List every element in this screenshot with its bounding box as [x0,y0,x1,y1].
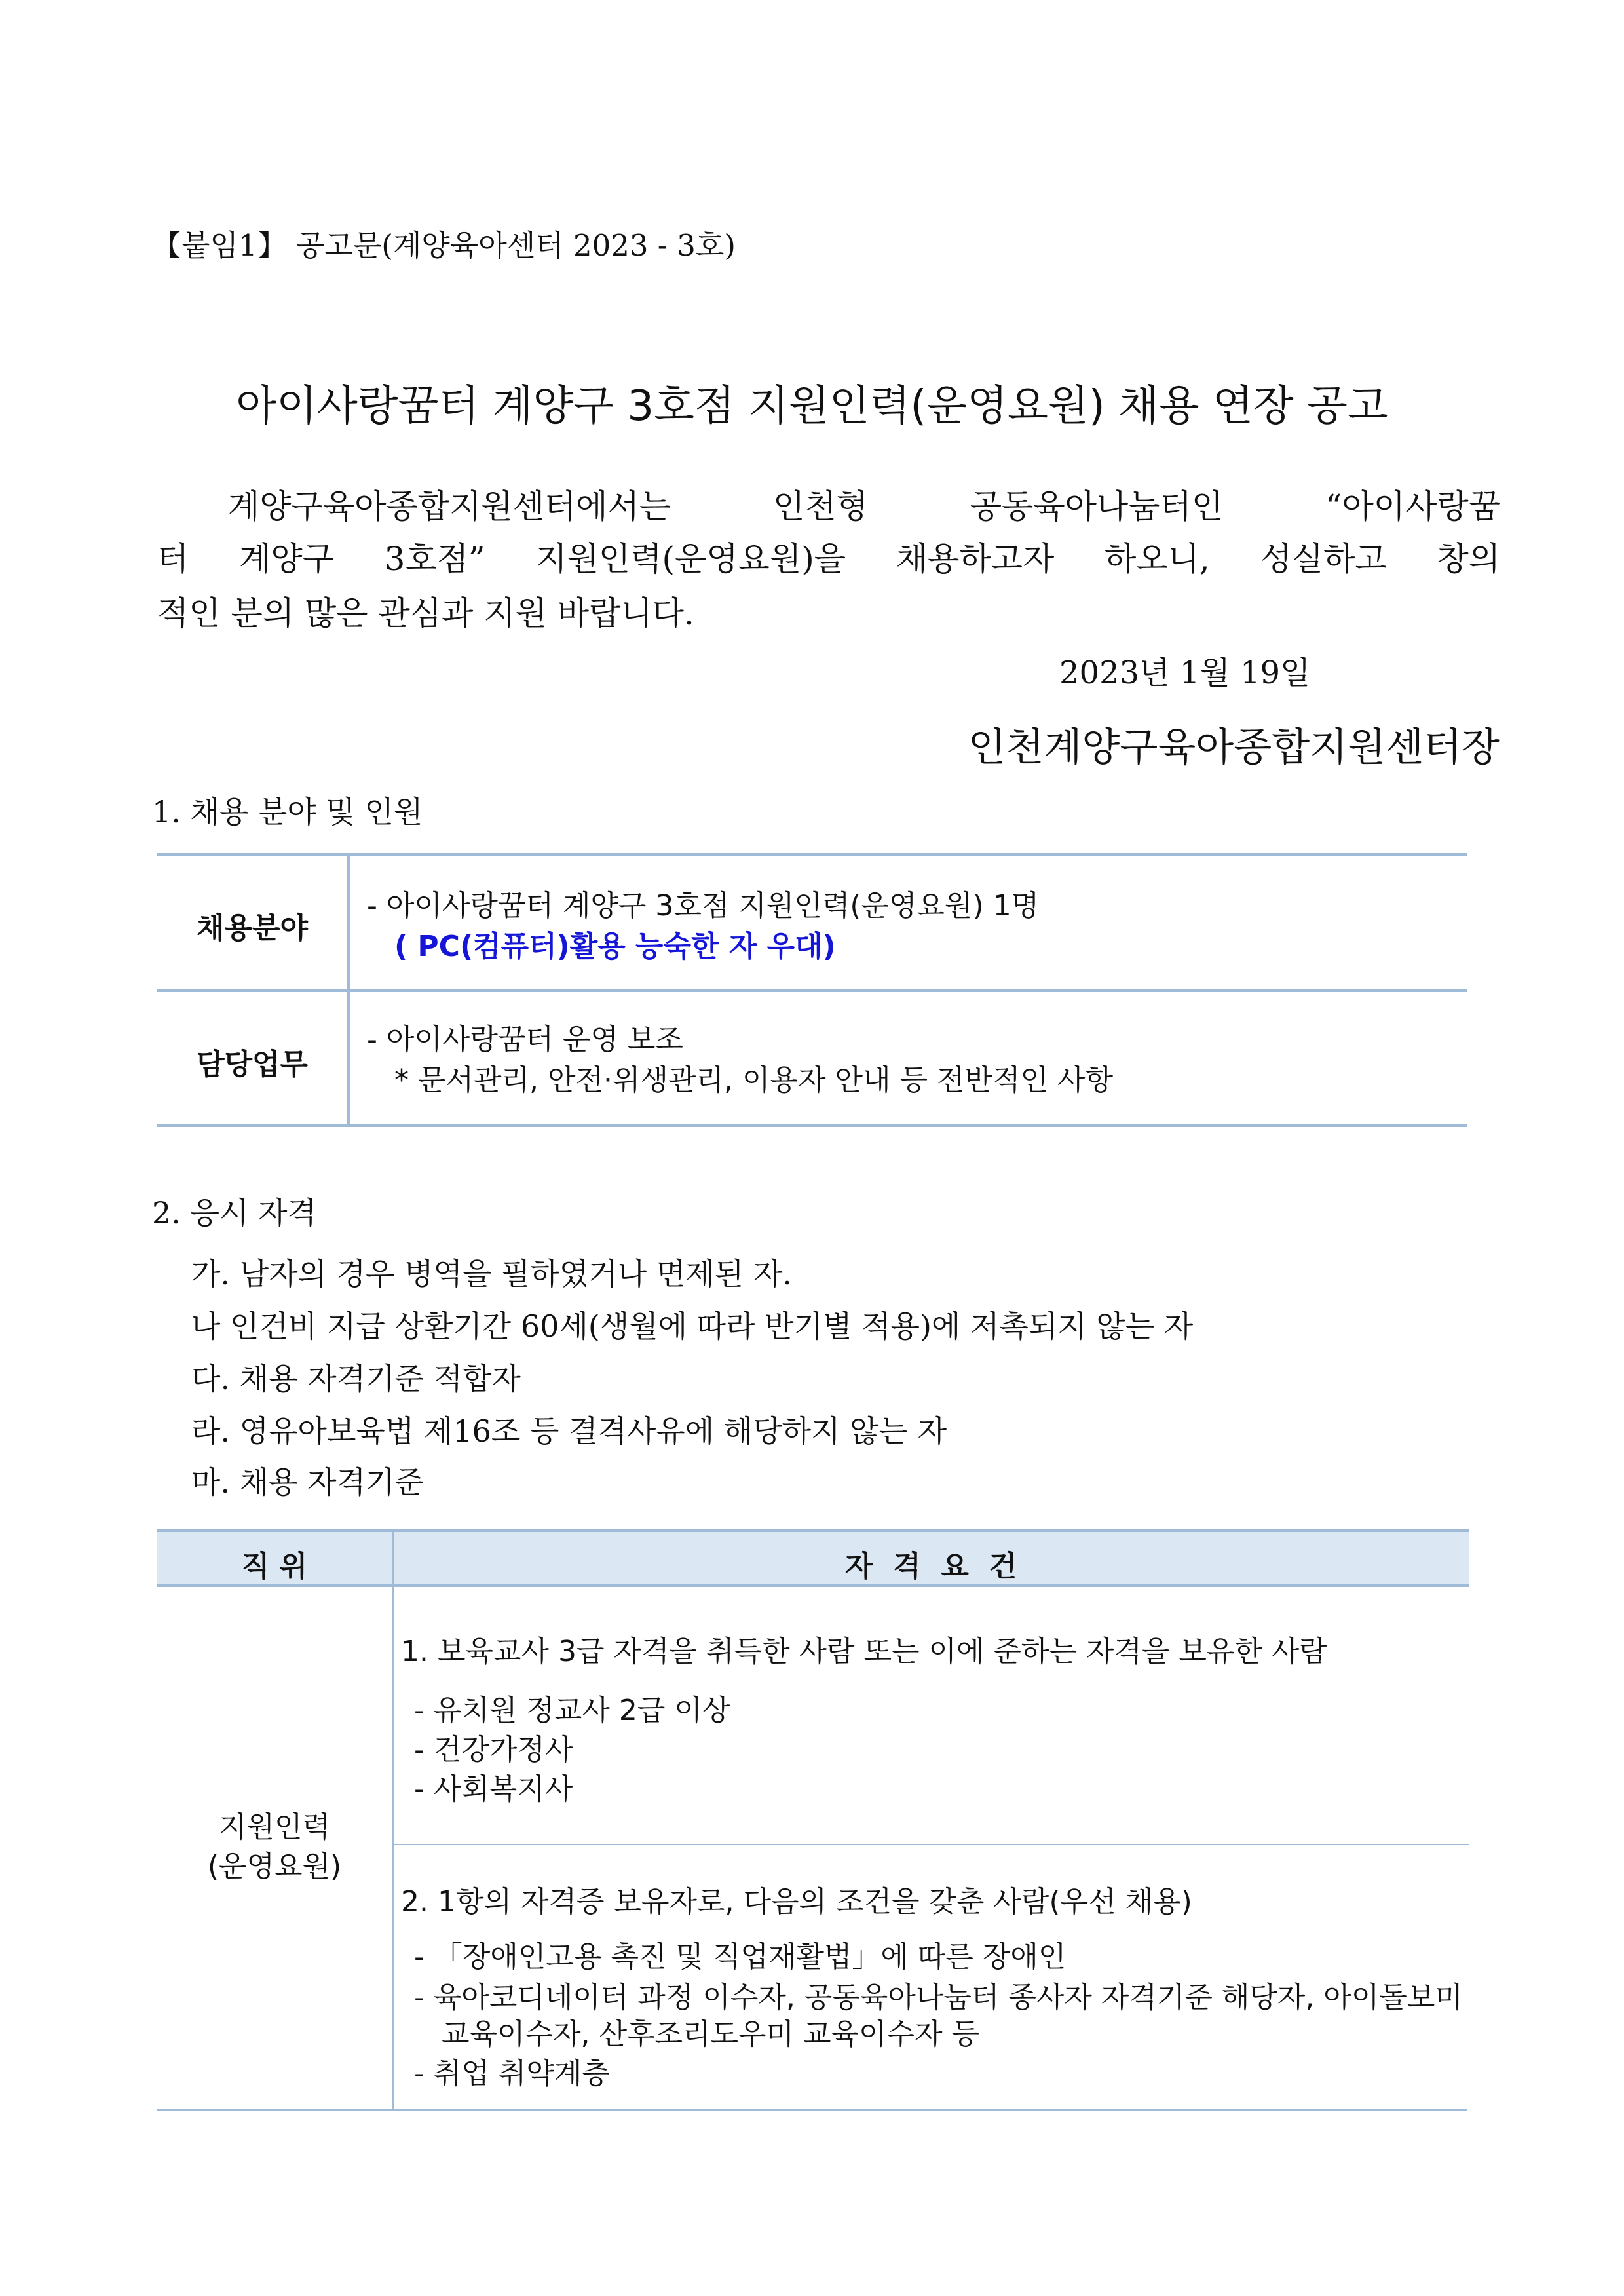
position-name: 지원인력 [218,1810,330,1844]
signer-name: 인천계양구육아종합지원센터장 [968,725,1500,771]
row-label-field: 채용분야 [196,911,308,945]
table-row-divider [157,989,1467,992]
requirement-2-item-continued: 교육이수자, 산후조리도우미 교육이수자 등 [442,2018,980,2051]
position-subtitle: (운영요원) [207,1850,342,1883]
table-border-bottom [157,1124,1467,1127]
intro-line-2: 터 계양구 3호점” 지원인력(운영요원)을 채용하고자 하오니, 성실하고 창의 [157,540,1500,578]
section-2-heading: 2. 응시 자격 [152,1195,316,1231]
page-title: 아이사랑꿈터 계양구 3호점 지원인력(운영요원) 채용 연장 공고 [236,382,1388,430]
requirement-2-item: - 「장애인고용 촉진 및 직업재활법」에 따른 장애인 [414,1940,1067,1974]
intro-line-3: 적인 분의 많은 관심과 지원 바랍니다. [157,594,694,632]
requirement-2-item: - 취업 취약계층 [414,2057,610,2090]
table-border-bottom [157,2109,1467,2111]
qualification-item: 다. 채용 자격기준 적합자 [191,1361,521,1396]
announcement-date: 2023년 1월 19일 [1059,655,1311,691]
qualification-item: 나 인건비 지급 상환기간 60세(생월에 따라 반기별 적용)에 저촉되지 않는 자 [191,1309,1194,1344]
duty-description: - 아이사랑꿈터 운영 보조 [367,1023,683,1056]
requirement-1-item: - 유치원 정교사 2급 이상 [414,1694,730,1727]
qualification-item: 가. 남자의 경우 병역을 필하였거나 면제된 자. [191,1256,792,1292]
duty-detail: * 문서관리, 안전·위생관리, 이용자 안내 등 전반적인 사항 [394,1063,1113,1097]
qualification-item: 라. 영유아보육법 제16조 등 결격사유에 해당하지 않는 자 [191,1413,947,1449]
section-1-heading: 1. 채용 분야 및 인원 [152,794,423,830]
requirement-1-item: - 건강가정사 [414,1733,573,1767]
intro-line-1-text: 계양구육아종합지원센터에서는 인천형 공동육아나눔터인 “아이사랑꿈 [228,488,1500,526]
row-label-duty: 담당업무 [196,1048,308,1081]
table-border-top [157,853,1467,856]
requirement-divider [393,1844,1469,1845]
requirement-2-item: - 육아코디네이터 과정 이수자, 공동육아나눔터 종사자 자격기준 해당자, 아이돌보미 [414,1981,1463,2014]
header-requirements: 자 격 요 건 [845,1550,1017,1583]
requirement-1-item: - 사회복지사 [414,1772,573,1806]
qualification-item: 마. 채용 자격기준 [191,1464,424,1500]
header-position: 직 위 [241,1550,308,1583]
attachment-label: 【붙임1】 공고문(계양육아센터 2023 - 3호) [152,228,736,263]
requirement-1-title: 1. 보육교사 3급 자격을 취득한 사람 또는 이에 준하는 자격을 보유한 사람 [401,1635,1327,1668]
intro-line-1 [157,480,1500,527]
table-column-divider [347,853,350,1127]
field-preference-note: ( PC(컴퓨터)활용 능숙한 자 우대) [394,930,836,963]
field-description: - 아이사랑꿈터 계양구 3호점 지원인력(운영요원) 1명 [367,889,1040,923]
table-column-divider [392,1529,394,2110]
requirement-2-title: 2. 1항의 자격증 보유자로, 다음의 조건을 갖춘 사람(우선 채용) [401,1885,1192,1919]
